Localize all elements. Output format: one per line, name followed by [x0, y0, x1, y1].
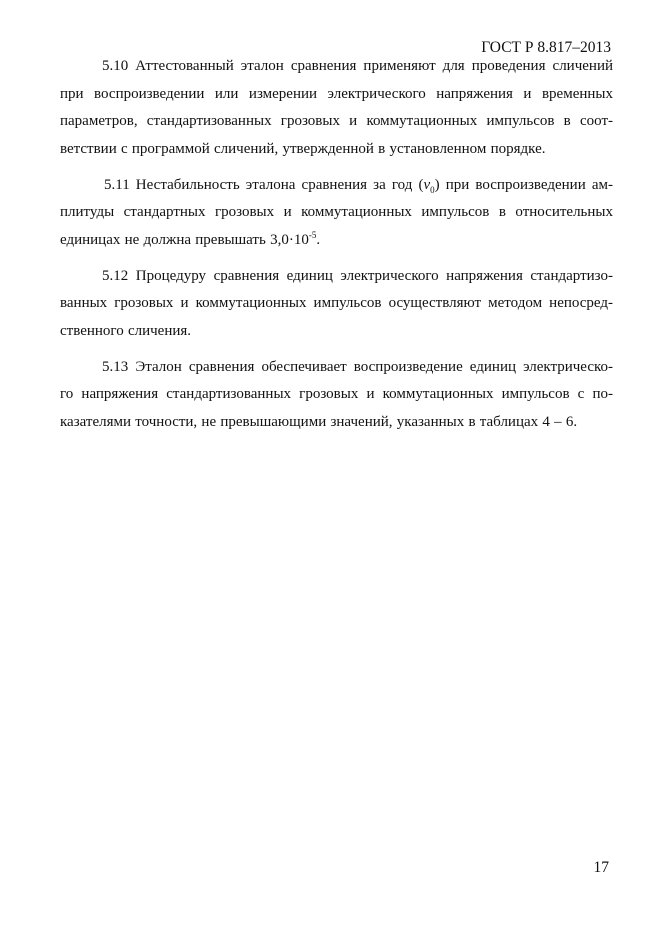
paragraph-line: 5.13 Эталон сравнения обеспечивает воспроизведение единиц электрическо- [102, 358, 613, 375]
paragraph-5-11 [60, 172, 613, 255]
paragraph-line [60, 172, 613, 200]
paragraph-5-13 [60, 354, 613, 437]
paragraph-text: 5.11 Нестабильность эталона сравнения за год ( [104, 176, 424, 193]
paragraph-text: единицах не должна превышать 3,0·10 [60, 231, 309, 248]
exponent: -5 [308, 229, 317, 240]
paragraph-line: казателями точности, не превышающими значений, указанных в таблицах 4 – 6. [60, 413, 578, 430]
instability-symbol: ν [423, 176, 431, 193]
paragraph-line: го напряжения стандартизованных грозовых и коммутационных импульсов с по- [60, 386, 613, 402]
paragraph-line: при воспроизведении или измерении электрического напряжения и временных [60, 85, 613, 102]
paragraph-text: . [316, 231, 321, 248]
paragraph-line: ванных грозовых и коммутационных импульсов осуществляют методом непосред- [60, 295, 613, 311]
paragraph-line: 5.10 Аттестованный эталон сравнения применяют для проведения сличений [102, 58, 613, 74]
page-number: 17 [593, 859, 609, 876]
paragraph-text: ) при воспроизведении ам- [434, 176, 613, 193]
paragraph-line: плитуды стандартных грозовых и коммутационных импульсов в относительных [60, 204, 613, 220]
paragraph-5-12 [60, 263, 613, 346]
paragraph-line: ственного сличения. [60, 322, 192, 339]
paragraph-line: ветствии с программой сличений, утвержденной в установленном порядке. [60, 140, 546, 157]
document-body [60, 53, 613, 436]
page-header-standard-id: ГОСТ Р 8.817–2013 [481, 39, 611, 56]
paragraph-5-10 [60, 53, 613, 163]
instability-symbol-subscript: 0 [430, 184, 435, 195]
paragraph-line: 5.12 Процедуру сравнения единиц электрического напряжения стандартизо- [102, 267, 613, 284]
paragraph-line: параметров, стандартизованных грозовых и коммутационных импульсов в соот- [60, 113, 613, 129]
paragraph-line [60, 227, 613, 255]
